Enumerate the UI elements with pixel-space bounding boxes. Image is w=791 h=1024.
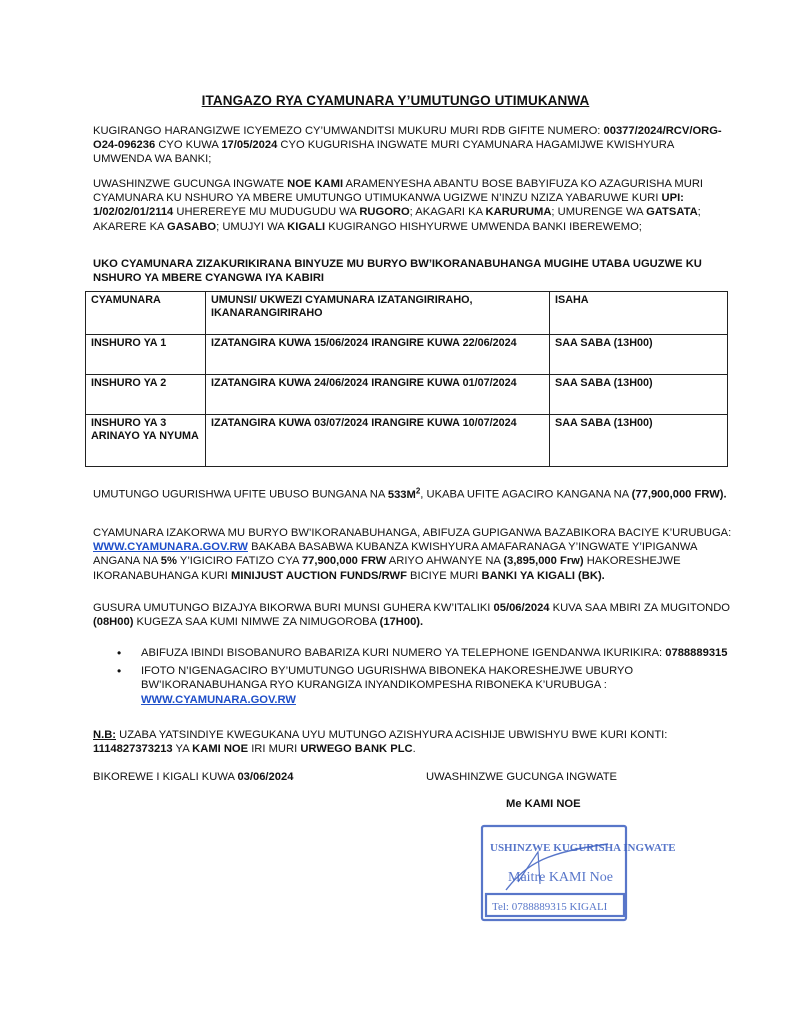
table-cell: INSHURO YA 1 <box>86 335 206 375</box>
table-header-row <box>86 292 728 335</box>
text: ; AKAGARI KA <box>409 206 486 219</box>
cell: KARURUMA <box>485 206 552 219</box>
property-size-paragraph <box>93 484 733 502</box>
text: , UKABA UFITE AGACIRO KANGANA NA <box>420 488 632 501</box>
table-row <box>86 375 728 415</box>
text: KUVA SAA MBIRI ZA MUGITONDO <box>549 602 731 614</box>
table-cell: IZATANGIRA KUWA 03/07/2024 IRANGIRE KUWA 10/07/2024 <box>206 415 550 467</box>
text: ; AKARERE KA <box>93 206 701 233</box>
text: ABIFUZA IBINDI BISOBANURO BABARIZA KURI NUMERO YA TELEPHONE IGENDANWA IKURIKIRA: <box>141 647 666 659</box>
table-cell: IZATANGIRA KUWA 15/06/2024 IRANGIRE KUWA 22/06/2024 <box>206 335 550 375</box>
base-price: 77,900,000 FRW <box>301 555 387 568</box>
account-name: MINIJUST AUCTION FUNDS/RWF <box>231 569 407 582</box>
text: KUGIRANGO HARANGIZWE ICYEMEZO CY’UMWANDITSI MUKURU MURI RDB GIFITE NUMERO: <box>93 125 604 137</box>
nb-label: N.B: <box>93 729 116 741</box>
text: CYO KUGURISHA INGWATE MURI CYAMUNARA HAGAMIJWE KWISHYURA UMWENDA WA BANKI; <box>93 139 674 166</box>
text: UMUTUNGO UGURISHWA UFITE UBUSO BUNGANA NA <box>93 488 388 501</box>
area-value: 533M <box>387 488 416 501</box>
deposit-amount: (3,895,000 Frw) <box>503 555 584 568</box>
text: ; UMUJYI WA <box>216 220 288 233</box>
stamp-text: Maitre KAMI Noe <box>508 870 613 885</box>
decision-date: 17/05/2024 <box>221 139 278 152</box>
text: GUSURA UMUTUNGO BIZAJYA BIKORWA BURI MUNSI GUHERA KW’ITALIKI <box>93 602 494 614</box>
cyamunara-link[interactable]: WWW.CYAMUNARA.GOV.RW <box>93 541 248 554</box>
table-cell: INSHURO YA 2 <box>86 375 206 415</box>
text: BAKABA BASABWA KUBANZA KWISHYURA AMAFARANAGA Y’INGWATE Y’IPIGANWA ANGANA NA <box>93 541 697 568</box>
decision-number: 00377/2024/RCV/ORG-O24-096236 <box>93 125 722 152</box>
signing-place-date <box>93 770 393 784</box>
table-cell: SAA SABA (13H00) <box>550 415 728 467</box>
text: UZABA YATSINDIYE KWEGUKANA UYU MUTUNGO AZISHYURA ACISHIJE UBWISHYU BWE KURI KONTI: <box>116 729 668 741</box>
text: ; UMURENGE WA <box>551 206 647 219</box>
auction-schedule-table <box>85 291 728 467</box>
text: YA <box>172 743 193 756</box>
property-paragraph <box>93 177 733 234</box>
official-stamp <box>478 822 676 924</box>
area-unit-sup: 2 <box>415 486 421 495</box>
property-value: (77,900,000 FRW). <box>631 488 727 501</box>
visit-start-time: (08H00) <box>93 616 134 629</box>
bank: URWEGO BANK PLC <box>300 743 413 756</box>
schedule-intro: UKO CYAMUNARA ZIZAKURIKIRANA BINYUZE MU BURYO BW’IKORANABUHANGA MUGIHE UTABA UGUZWE KU NSHURO YA MBERE CYANGWA IYA KABIRI <box>93 258 702 285</box>
stamp-text: USHINZWE KUGURISHA INGWATE <box>490 842 676 854</box>
list-item <box>93 646 733 660</box>
auction-method-paragraph <box>93 526 733 583</box>
table-cell: INSHURO YA 3 ARINAYO YA NYUMA <box>86 415 206 467</box>
document-title: ITANGAZO RYA CYAMUNARA Y’UMUTUNGO UTIMUKANWA <box>201 93 590 108</box>
table-cell: IZATANGIRA KUWA 24/06/2024 IRANGIRE KUWA 01/07/2024 <box>206 375 550 415</box>
signer-role: UWASHINZWE GUCUNGA INGWATE <box>426 771 618 783</box>
table-header-cell: CYAMUNARA <box>86 292 206 335</box>
text: UHEREREYE MU MUDUGUDU WA <box>173 206 360 219</box>
text: ARIYO AHWANYE NA <box>386 555 504 568</box>
upi-number: UPI: 1/02/02/01/2114 <box>93 192 684 219</box>
account-number: 1114827373213 <box>93 743 173 756</box>
visit-end-time: (17H00). <box>379 616 424 629</box>
signer-name: Me KAMI NOE <box>506 798 581 810</box>
text: BICIYE MURI <box>406 569 482 582</box>
district: GASABO <box>167 220 217 233</box>
table-cell: SAA SABA (13H00) <box>550 375 728 415</box>
visit-start-date: 05/06/2024 <box>493 602 550 614</box>
table-cell: SAA SABA (13H00) <box>550 335 728 375</box>
text: . <box>412 743 416 756</box>
text: CYO KUWA <box>155 139 222 152</box>
table-header-cell: ISAHA <box>550 292 728 335</box>
text: ARAMENYESHA ABANTU BOSE BABYIFUZA KO AZAGURISHA MURI CYAMUNARA KU NSHURO YA MBERE UMUTUNGO UTIMUKANWA UGIZWE N’INZU NZIZA YABARUWE KURI <box>93 178 704 205</box>
text: UWASHINZWE GUCUNGA INGWATE <box>93 178 288 190</box>
signing-date: 03/06/2024 <box>237 771 294 783</box>
text: CYAMUNARA IZAKORWA MU BURYO BW’IKORANABUHANGA, ABIFUZA GUPIGANWA BAZABIKORA BACIYE K’URUBUGA: <box>93 527 732 539</box>
phone-number: 0788889315 <box>665 647 728 659</box>
text: Y’IGICIRO FATIZO CYA <box>176 555 302 568</box>
list-item <box>93 664 733 707</box>
account-holder: KAMI NOE <box>192 743 249 756</box>
text: KUGEZA SAA KUMI NIMWE ZA NIMUGOROBA <box>133 616 380 629</box>
table-header-cell: UMUNSI/ UKWEZI CYAMUNARA IZATANGIRIRAHO, IKANARANGIRIRAHO <box>206 292 550 335</box>
text: KUGIRANGO HISHYURWE UMWENDA BANKI IBEREWEMO; <box>325 220 642 233</box>
deposit-percent: 5% <box>160 555 177 568</box>
bank-name: BANKI YA KIGALI (BK). <box>481 569 605 582</box>
nb-paragraph <box>93 728 733 756</box>
sector: GATSATA <box>646 206 698 219</box>
cyamunara-link[interactable]: WWW.CYAMUNARA.GOV.RW <box>141 693 296 706</box>
table-row <box>86 415 728 467</box>
area <box>387 486 421 501</box>
text: HAKORESHEJWE IKORANABUHANGA KURI <box>93 555 681 582</box>
city: KIGALI <box>287 220 326 233</box>
manager-name: NOE KAMI <box>287 178 344 190</box>
intro-paragraph <box>93 124 733 167</box>
table-row <box>86 335 728 375</box>
visit-paragraph <box>93 601 733 629</box>
info-bullet-list <box>93 646 733 711</box>
text: IFOTO N’IGENAGACIRO BY’UMUTUNGO UGURISHWA BIBONEKA HAKORESHEJWE UBURYO BW’IKORANABUHANGA RYO KURANGIZA INYANDIKOMPESHA RIBONEKA K’URUBUGA : <box>141 665 634 692</box>
text: IRI MURI <box>248 743 301 756</box>
village: RUGORO <box>359 206 410 219</box>
text: BIKOREWE I KIGALI KUWA <box>93 771 238 783</box>
stamp-text: Tel: 0788889315 KIGALI <box>492 901 608 913</box>
